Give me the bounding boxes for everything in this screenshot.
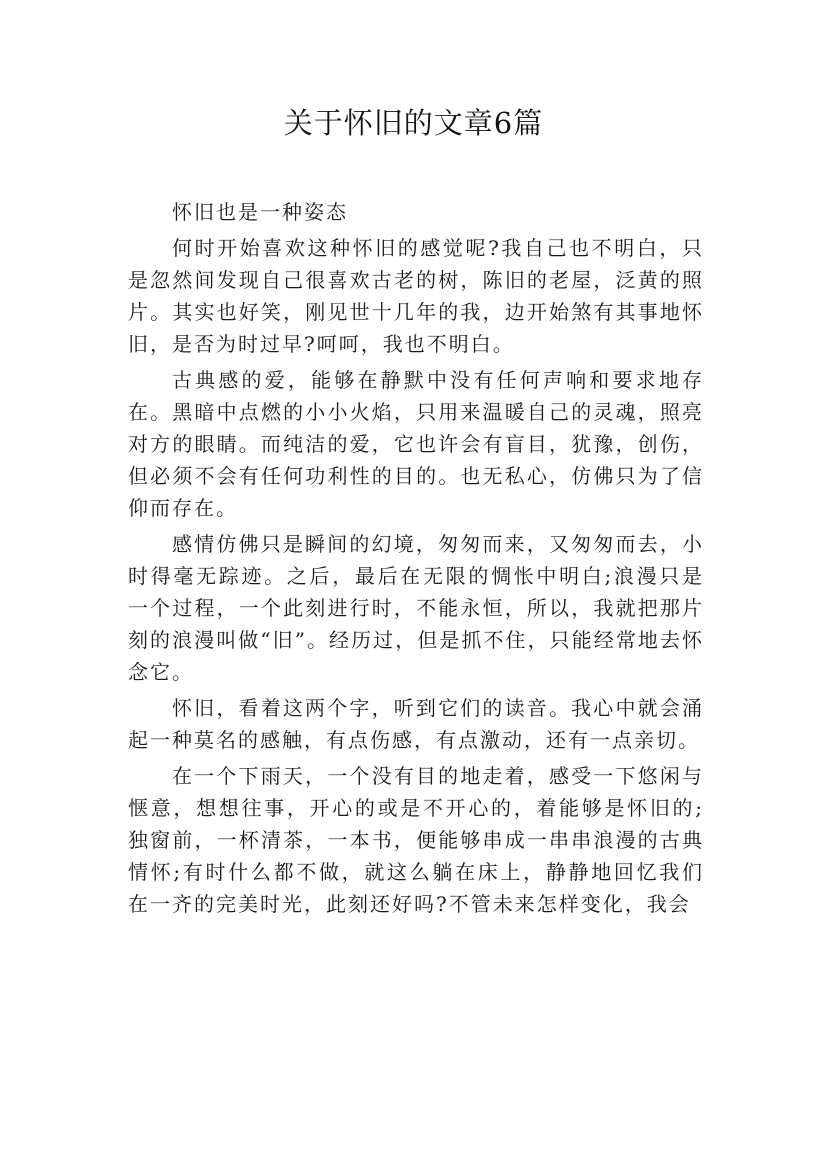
- paragraph-3: 古典感的爱，能够在静默中没有任何声响和要求地存在。黑暗中点燃的小小火焰，只用来温暖自己的灵魂，照亮对方的眼睛。而纯洁的爱，它也许会有盲目，犹豫，创伤，但必须不会有任何功利性的目的。也无私心，仿佛只为了信仰而存在。: [128, 368, 704, 520]
- paragraph-1: 怀旧也是一种姿态: [172, 200, 348, 224]
- paragraph-4: 感情仿佛只是瞬间的幻境，匆匆而来，又匆匆而去，小时得毫无踪迹。之后，最后在无限的惆怅中明白;浪漫只是一个过程，一个此刻进行时，不能永恒，所以，我就把那片刻的浪漫叫做“旧”。经历过，但是抓不住，只能经常地去怀念它。: [128, 532, 704, 684]
- paragraph-2: 何时开始喜欢这种怀旧的感觉呢?我自己也不明白，只是忽然间发现自己很喜欢古老的树，陈旧的老屋，泛黄的照片。其实也好笑，刚见世十几年的我，边开始煞有其事地怀旧，是否为时过早?呵呵，我也不明白。: [128, 236, 704, 356]
- document-title: 关于怀旧的文章6篇: [283, 106, 544, 140]
- document-body: [128, 196, 704, 924]
- paragraph-5: 怀旧，看着这两个字，听到它们的读音。我心中就会涌起一种莫名的感触，有点伤感，有点激动，还有一点亲切。: [128, 696, 704, 752]
- paragraph-6: 在一个下雨天，一个没有目的地走着，感受一下悠闲与惬意，想想往事，开心的或是不开心的，着能够是怀旧的;独窗前，一杯清茶，一本书，便能够串成一串串浪漫的古典情怀;有时什么都不做，就这么躺在床上，静静地回忆我们在一齐的完美时光，此刻还好吗?不管未来怎样变化，我会: [128, 764, 704, 916]
